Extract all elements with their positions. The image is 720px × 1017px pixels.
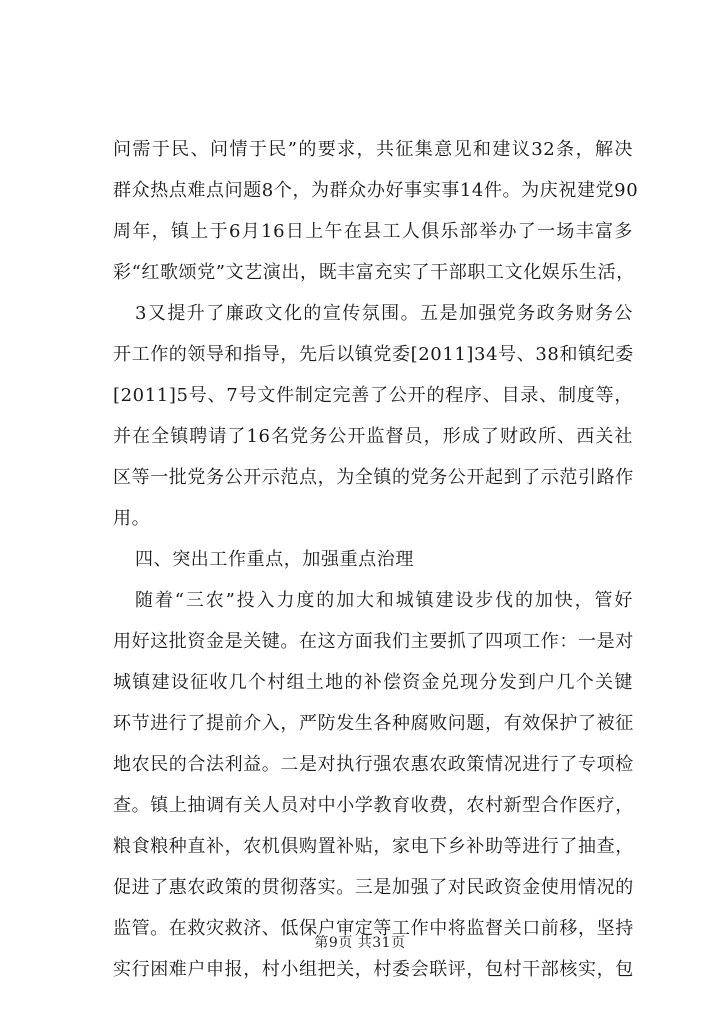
text-line-9: 区等一批党务公开示范点，为全镇的党务公开起到了示范引路作: [113, 467, 634, 488]
text-line-18: 粮食粮种直补，农机俱购置补贴，家电下乡补助等进行了抽查，: [113, 836, 634, 857]
section-heading: 四、突出工作重点，加强重点治理: [135, 549, 414, 570]
text-line-3: 周年，镇上于6月16日上午在县工人俱乐部举办了一场丰富多: [113, 221, 633, 242]
text-line-7: [2011]5号、7号文件制定完善了公开的程序、目录、制度等，: [113, 385, 633, 406]
text-line-6: 开工作的领导和指导，先后以镇党委[2011]34号、38和镇纪委: [113, 344, 634, 365]
text-line-20: 监管。在救灾救济、低保户审定等工作中将监督关口前移，坚持: [113, 918, 634, 939]
text-line-8: 并在全镇聘请了16名党务公开监督员，形成了财政所、西关社: [113, 426, 633, 447]
text-line-10: 用。: [113, 508, 151, 529]
text-line-4: 彩“红歌颂党”文艺演出，既丰富充实了干部职工文化娱乐生活，: [113, 262, 635, 283]
text-line-1: 问需于民、问情于民”的要求，共征集意见和建议32条，解决: [113, 139, 633, 160]
text-line-2: 群众热点难点问题8个，为群众办好事实事14件。为庆祝建党90: [113, 180, 639, 201]
text-line-21: 实行困难户申报，村小组把关，村委会联评，包村干部核实，包: [113, 959, 634, 980]
text-line-19: 促进了惠农政策的贯彻落实。三是加强了对民政资金使用情况的: [113, 877, 634, 898]
document-body: [113, 129, 639, 990]
text-line-17: 查。镇上抽调有关人员对中小学教育收费，农村新型合作医疗，: [113, 795, 634, 816]
text-line-5: 3又提升了廉政文化的宣传氛围。五是加强党务政务财务公: [135, 303, 633, 324]
text-line-14: 城镇建设征收几个村组土地的补偿资金兑现分发到户几个关键: [113, 672, 633, 693]
text-line-15: 环节进行了提前介入，严防发生各种腐败问题，有效保护了被征: [113, 713, 634, 734]
page-number-footer: 第9页 共31页: [314, 935, 406, 951]
text-line-16: 地农民的合法利益。二是对执行强农惠农政策情况进行了专项检: [113, 754, 634, 775]
text-line-12: 随着“三农”投入力度的加大和城镇建设步伐的加快，管好: [135, 590, 633, 611]
text-line-13: 用好这批资金是关键。在这方面我们主要抓了四项工作：一是对: [113, 631, 634, 652]
